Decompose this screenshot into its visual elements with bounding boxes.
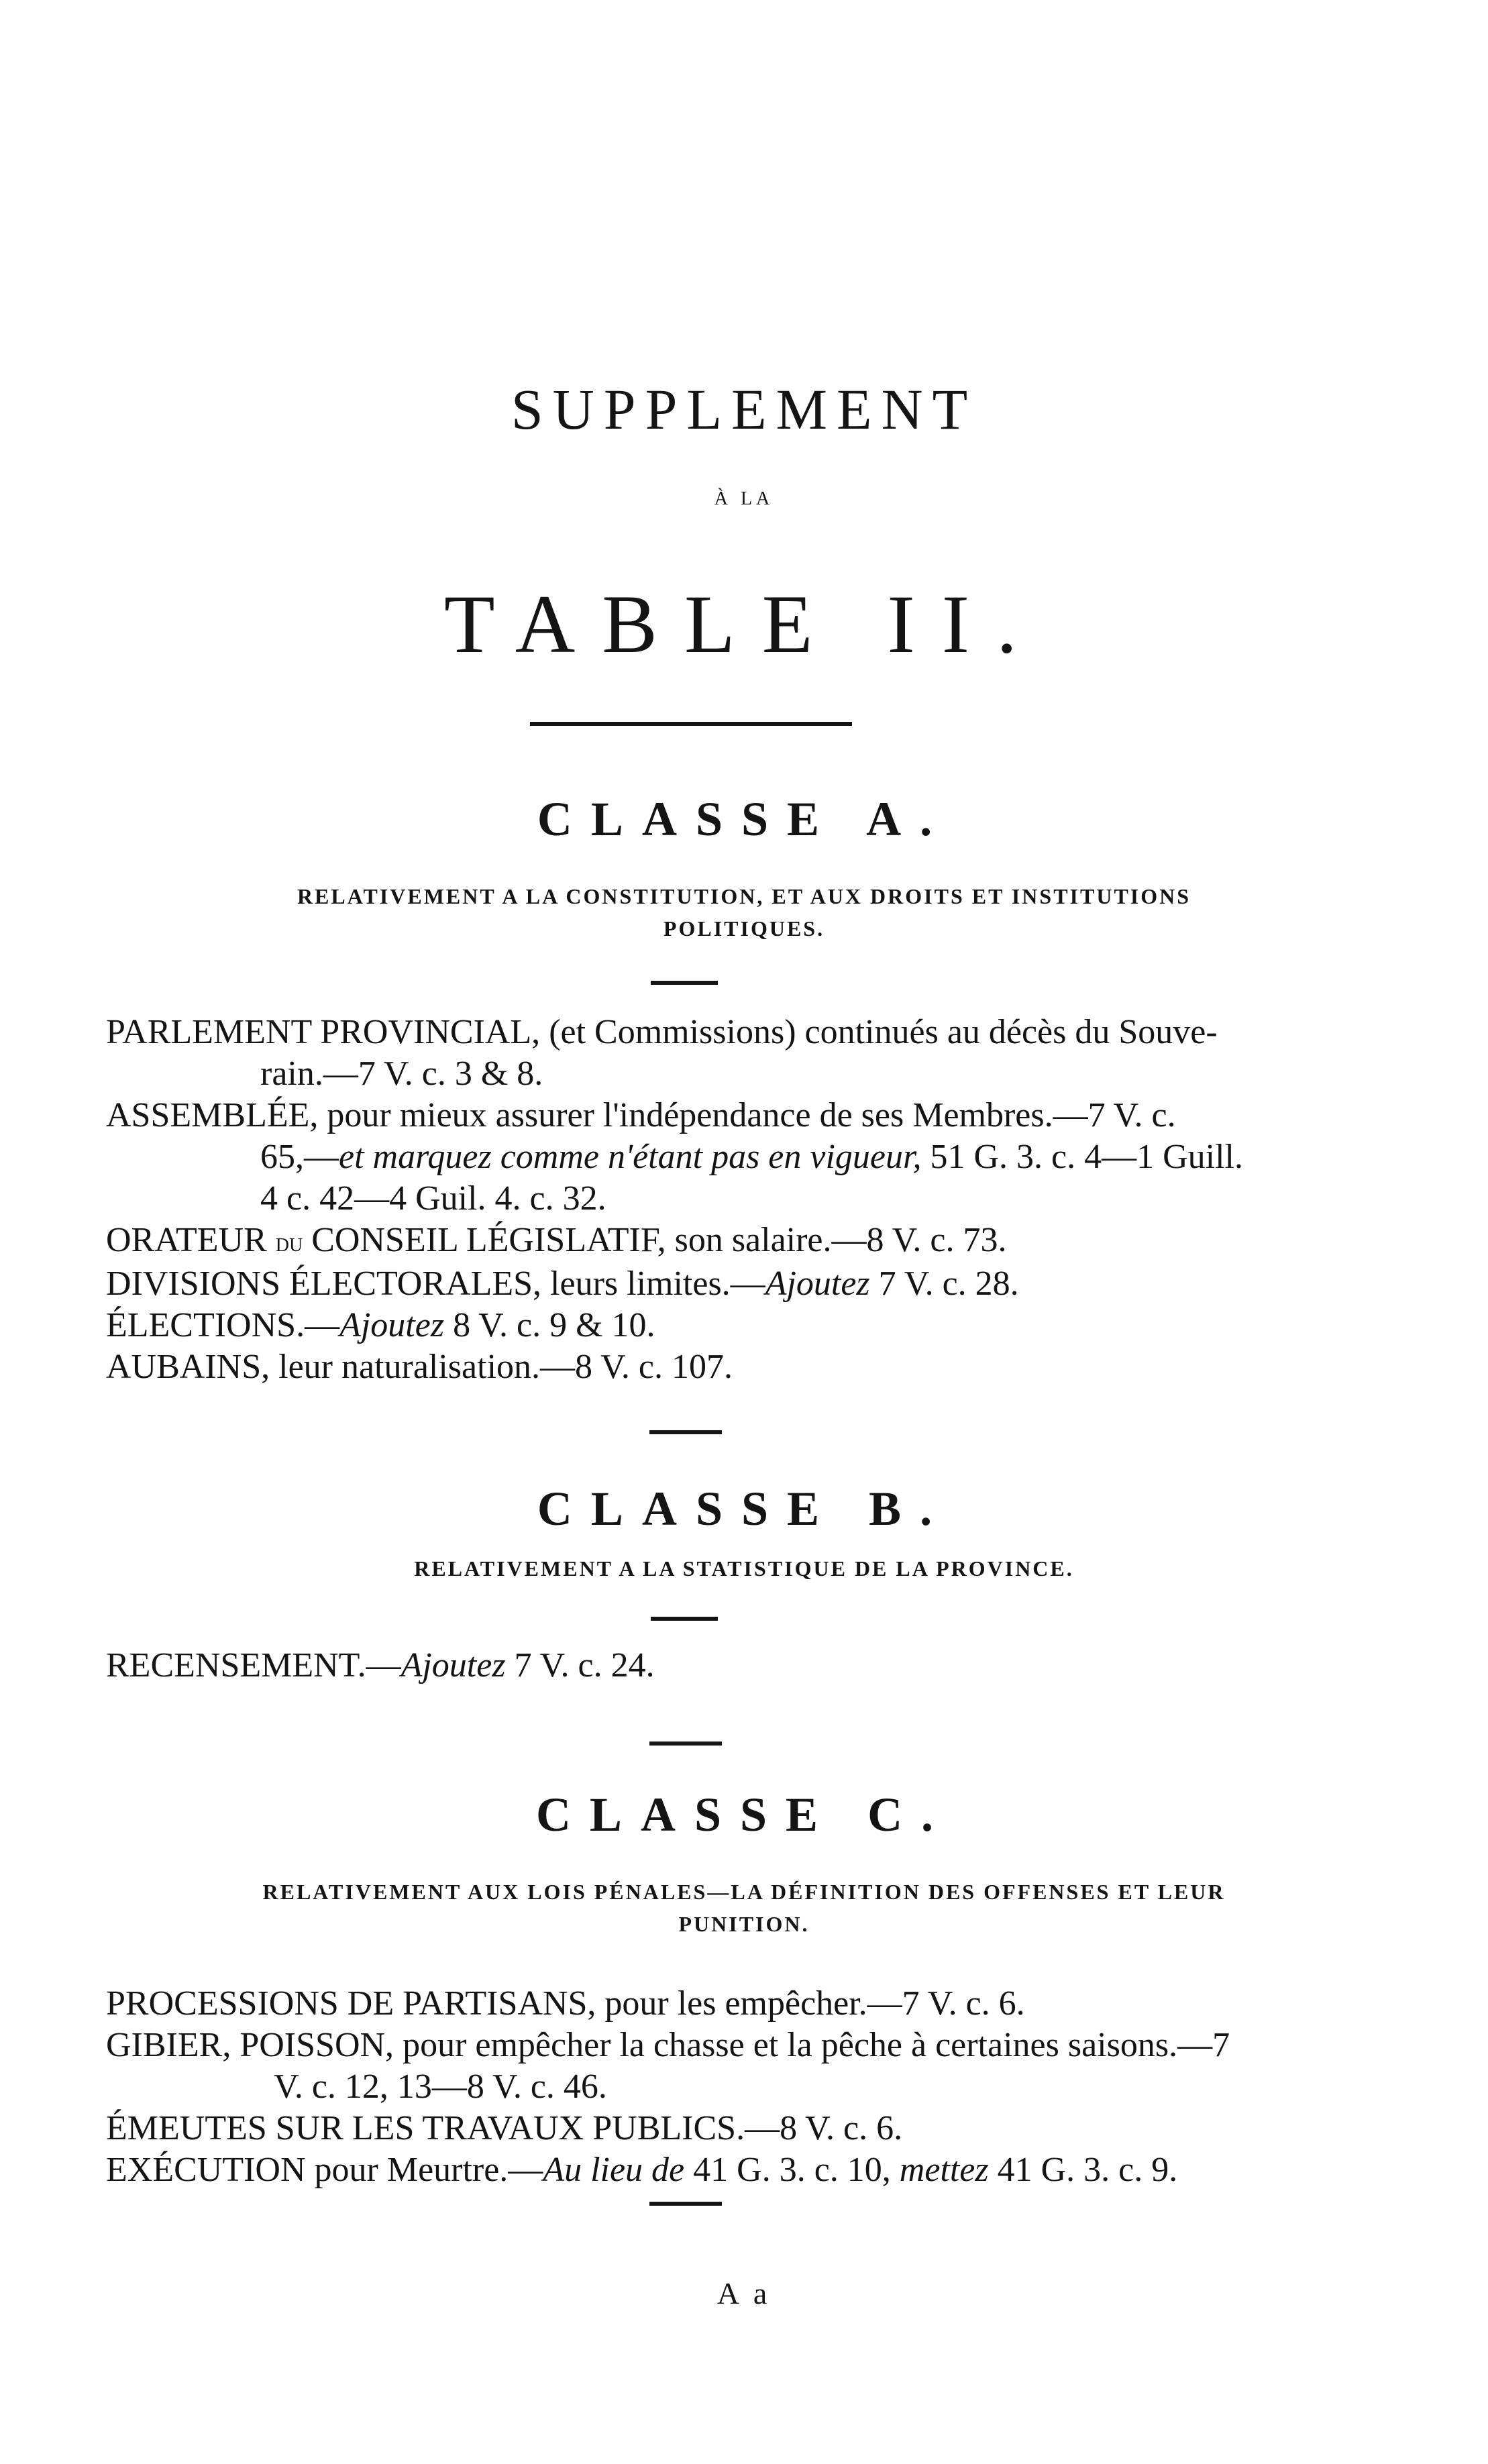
entry-note: mettez bbox=[899, 2151, 989, 2189]
list-item bbox=[106, 1220, 1287, 1263]
entry-note: Ajoutez bbox=[765, 1265, 870, 1303]
entry-heading: DIVISIONS ÉLECTORALES, bbox=[106, 1265, 542, 1303]
divider-rule bbox=[649, 1742, 722, 1746]
entry-text: 41 G. 3. c. 10, bbox=[684, 2151, 900, 2189]
list-item bbox=[106, 2149, 1287, 2191]
class-a-description-cont: POLITIQUES. bbox=[663, 916, 825, 941]
class-b-description: RELATIVEMENT A LA STATISTIQUE DE LA PROVINCE. bbox=[414, 1556, 1074, 1581]
entry-text: leurs limites.— bbox=[541, 1265, 765, 1303]
entry-heading: ASSEMBLÉE, bbox=[106, 1096, 319, 1134]
class-a-heading: CLASSE A. bbox=[537, 792, 951, 846]
divider-rule bbox=[530, 722, 852, 726]
entry-text: 4 c. 42—4 Guil. 4. c. 32. bbox=[260, 1179, 606, 1218]
list-item bbox=[106, 1053, 1287, 1095]
entry-heading: ÉMEUTES SUR LES TRAVAUX PUBLICS.— bbox=[106, 2109, 780, 2147]
class-a-description: RELATIVEMENT A LA CONSTITUTION, ET AUX DROITS ET INSTITUTIONS bbox=[297, 884, 1191, 908]
entry-heading: GIBIER, POISSON, bbox=[106, 2026, 394, 2064]
entry-text: 8 V. c. 6. bbox=[780, 2109, 903, 2147]
list-item bbox=[106, 1136, 1287, 1178]
divider-rule bbox=[649, 2202, 722, 2206]
entry-text: 7 V. c. 24. bbox=[505, 1646, 655, 1684]
divider-rule bbox=[649, 1430, 722, 1434]
entry-text: 8 V. c. 9 & 10. bbox=[444, 1306, 655, 1344]
divider-rule bbox=[651, 981, 718, 985]
class-c-description-cont: PUNITION. bbox=[678, 1912, 810, 1936]
entry-heading: RECENSEMENT.— bbox=[106, 1646, 401, 1684]
list-item bbox=[106, 2066, 1287, 2108]
entry-text: 51 G. 3. c. 4—1 Guill. bbox=[921, 1138, 1243, 1176]
entry-heading: PARLEMENT PROVINCIAL, bbox=[106, 1013, 541, 1051]
list-item bbox=[106, 1178, 1287, 1220]
class-c-entries bbox=[106, 1983, 1287, 2191]
list-item bbox=[106, 1012, 1287, 1053]
entry-heading: du bbox=[275, 1227, 303, 1257]
entry-text: pour empêcher la chasse et la pêche à certaines saisons.—7 bbox=[394, 2026, 1230, 2064]
entry-note: Au lieu de bbox=[543, 2151, 685, 2189]
entry-text: V. c. 12, 13—8 V. c. 46. bbox=[274, 2068, 607, 2106]
divider-rule bbox=[651, 1617, 718, 1621]
class-a-entries bbox=[106, 1012, 1287, 1388]
entry-note: Ajoutez bbox=[339, 1306, 445, 1344]
class-b-entries bbox=[106, 1645, 1287, 1686]
entry-heading: ORATEUR bbox=[106, 1221, 276, 1259]
entry-text: son salaire.—8 V. c. 73. bbox=[666, 1221, 1007, 1259]
list-item bbox=[106, 2108, 1287, 2149]
supplement-subtitle: À LA bbox=[714, 488, 774, 509]
entry-text: leur naturalisation.—8 V. c. 107. bbox=[270, 1348, 733, 1386]
list-item bbox=[106, 2025, 1287, 2066]
list-item bbox=[106, 1095, 1287, 1136]
list-item bbox=[106, 1346, 1287, 1388]
entry-heading: CONSEIL LÉGISLATIF, bbox=[303, 1221, 666, 1259]
entry-text: 7 V. c. 28. bbox=[869, 1265, 1019, 1303]
entry-text: pour Meurtre.— bbox=[305, 2151, 543, 2189]
entry-text: rain.—7 V. c. 3 & 8. bbox=[260, 1055, 543, 1093]
entry-note: et marquez comme n'étant pas en vigueur, bbox=[339, 1138, 922, 1176]
class-c-description: RELATIVEMENT AUX LOIS PÉNALES—LA DÉFINITION DES OFFENSES ET LEUR bbox=[262, 1880, 1226, 1904]
supplement-title: SUPPLEMENT bbox=[511, 377, 977, 441]
entry-heading: PROCESSIONS DE PARTISANS, bbox=[106, 1984, 596, 2023]
list-item bbox=[106, 1645, 1287, 1686]
table-title: TABLE II. bbox=[443, 578, 1045, 670]
signature-mark: A a bbox=[716, 2276, 772, 2310]
entry-note: Ajoutez bbox=[401, 1646, 506, 1684]
list-item bbox=[106, 1263, 1287, 1305]
entry-text: pour mieux assurer l'indépendance de ses Membres.—7 V. c. bbox=[318, 1096, 1176, 1134]
entry-text: 41 G. 3. c. 9. bbox=[988, 2151, 1178, 2189]
entry-text: (et Commissions) continués au décès du Souve- bbox=[540, 1013, 1218, 1051]
entry-text: pour les empêcher.—7 V. c. 6. bbox=[596, 1984, 1025, 2023]
entry-heading: EXÉCUTION bbox=[106, 2151, 306, 2189]
entry-heading: ÉLECTIONS.— bbox=[106, 1306, 340, 1344]
list-item bbox=[106, 1305, 1287, 1346]
class-c-heading: CLASSE C. bbox=[535, 1788, 953, 1841]
list-item bbox=[106, 1983, 1287, 2025]
class-b-heading: CLASSE B. bbox=[537, 1482, 951, 1536]
entry-heading: AUBAINS, bbox=[106, 1348, 270, 1386]
entry-text: 65,— bbox=[260, 1138, 339, 1176]
